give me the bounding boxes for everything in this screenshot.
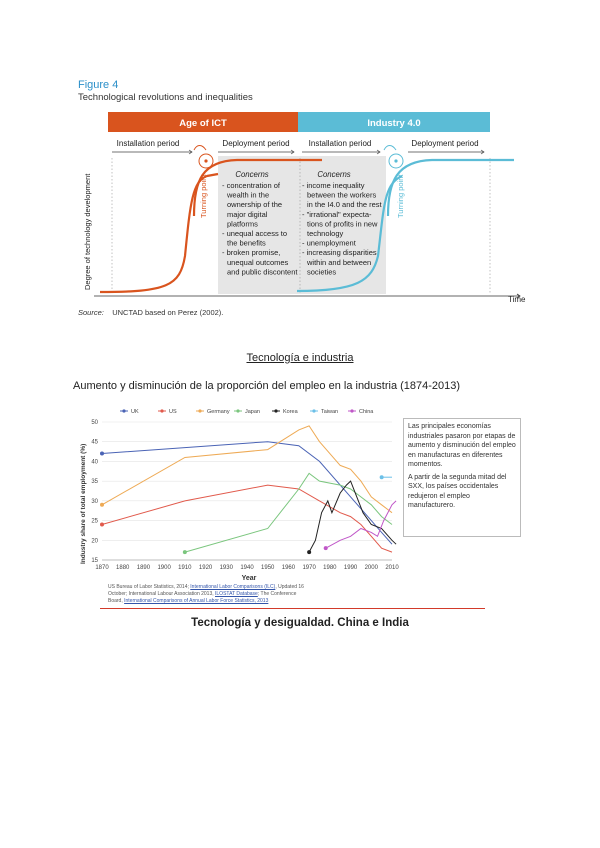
x-axis-label: Time — [508, 295, 526, 304]
legend-dot-japan — [236, 409, 239, 412]
series-start-point-korea — [307, 550, 311, 554]
series-start-point-us — [100, 523, 104, 527]
y-tick-label: 40 — [91, 459, 98, 466]
legend-dot-taiwan — [312, 409, 315, 412]
x-tick-label: 1900 — [157, 565, 171, 571]
legend-dot-germany — [198, 409, 201, 412]
series-start-point-taiwan — [380, 475, 384, 479]
series-line-korea — [309, 481, 396, 552]
svg-text:- broken promise,: - broken promise, — [222, 248, 281, 258]
legend-label-taiwan: Taiwan — [321, 409, 339, 415]
source-text: UNCTAD based on Perez (2002). — [112, 308, 224, 317]
svg-text:- unemployment: - unemployment — [302, 238, 356, 248]
figure-subtitle: Technological revolutions and inequalities — [78, 92, 253, 103]
x-tick-label: 1960 — [281, 565, 296, 571]
svg-text:ownership of the: ownership of the — [227, 200, 283, 210]
concerns-right-heading: Concerns — [317, 170, 351, 179]
employment-line-chart — [72, 404, 402, 584]
band-industry-label: Industry 4.0 — [367, 118, 421, 129]
svg-text:the benefits: the benefits — [227, 238, 266, 248]
x-tick-label: 1920 — [198, 565, 213, 571]
svg-text:- "irrational" expecta-: - "irrational" expecta- — [302, 209, 372, 219]
x-tick-label: 1910 — [178, 565, 192, 571]
series-start-point-germany — [100, 503, 104, 507]
svg-text:and public discontent: and public discontent — [227, 267, 298, 277]
svg-text:tions of profits in new: tions of profits in new — [307, 219, 378, 229]
chart-x-axis-label: Year — [241, 575, 257, 582]
y-tick-label: 50 — [91, 420, 98, 426]
y-tick-label: 30 — [91, 498, 98, 505]
figure-label: Figure 4 — [78, 79, 119, 91]
svg-text:platforms: platforms — [227, 219, 258, 229]
series-start-point-uk — [100, 452, 104, 456]
x-tick-label: 1990 — [343, 565, 358, 571]
chart-series — [100, 426, 396, 554]
x-tick-label: 1930 — [219, 565, 233, 571]
concerns-left-heading: Concerns — [235, 170, 269, 179]
y-tick-label: 25 — [91, 518, 98, 525]
next-section-title: Tecnología y desigualdad. China e India — [191, 617, 409, 629]
turning-point-label-ict: Turning point — [199, 174, 208, 218]
svg-text:- income inequality: - income inequality — [302, 181, 365, 190]
legend-label-japan: Japan — [245, 409, 260, 415]
period-arrows — [112, 150, 484, 154]
technology-revolutions-diagram — [72, 106, 532, 306]
x-tick-label: 2000 — [364, 565, 378, 571]
x-tick-label: 1880 — [116, 565, 130, 571]
svg-text:- concentration of: - concentration of — [222, 181, 280, 190]
y-tick-label: 35 — [91, 479, 98, 486]
svg-text:in the I4.0 and the rest: in the I4.0 and the rest — [307, 200, 382, 210]
x-tick-label: 1980 — [323, 565, 337, 571]
y-axis-label: Degree of technology development — [83, 173, 92, 290]
industry-curve-deployment — [388, 160, 514, 216]
period-label-1: Installation period — [116, 139, 180, 148]
svg-text:unequal outcomes: unequal outcomes — [227, 257, 289, 267]
svg-text:wealth in the: wealth in the — [227, 190, 270, 200]
svg-text:major digital: major digital — [227, 209, 268, 219]
y-tick-label: 45 — [91, 439, 98, 446]
series-line-germany — [102, 426, 392, 513]
svg-text:- increasing disparities: - increasing disparities — [302, 248, 377, 258]
legend-label-korea: Korea — [283, 409, 298, 415]
legend-label-uk: UK — [131, 409, 139, 415]
chart-title: Aumento y disminución de la proporción del empleo en la industria (1874-2013) — [73, 380, 461, 392]
series-line-uk — [102, 442, 392, 545]
legend-label-us: US — [169, 409, 177, 415]
svg-text:technology: technology — [307, 229, 344, 238]
legend-dot-us — [160, 409, 163, 412]
divider-rule — [100, 608, 485, 609]
y-tick-label: 20 — [91, 538, 98, 545]
period-label-3: Installation period — [308, 139, 372, 148]
x-tick-label: 2010 — [385, 565, 399, 571]
legend-label-germany: Germany — [207, 409, 230, 415]
period-label-2: Deployment period — [222, 139, 290, 148]
svg-text:between the workers: between the workers — [307, 190, 377, 200]
chart-note-paragraph-2: A partir de la segunda mitad del SXX, los países occidentales redujeron el empleo manufacturero. — [408, 473, 507, 509]
turning-point-dot-ict — [204, 159, 207, 162]
legend-dot-china — [350, 409, 353, 412]
x-tick-label: 1940 — [240, 565, 254, 571]
turning-point-label-industry: Turning point — [396, 174, 405, 218]
x-tick-label: 1970 — [302, 565, 316, 571]
legend-dot-uk — [122, 409, 125, 412]
legend-dot-korea — [274, 409, 277, 412]
chart-y-axis-label: Industry share of total employment (%) — [80, 443, 87, 564]
chart-note-box — [403, 418, 521, 537]
section-title: Tecnología e industria — [246, 352, 354, 364]
period-label-4: Deployment period — [411, 139, 479, 148]
ict-arrow-arc — [194, 146, 206, 151]
series-start-point-japan — [183, 550, 187, 554]
svg-text:within and between: within and between — [307, 257, 372, 267]
industry-arrow-arc — [384, 146, 396, 151]
svg-text:- unequal access to: - unequal access to — [222, 229, 288, 238]
chart-legend — [120, 409, 374, 415]
x-tick-label: 1870 — [95, 565, 109, 571]
source-label: Source: — [78, 308, 104, 317]
x-tick-label: 1950 — [261, 565, 275, 571]
legend-label-china: China — [359, 409, 374, 415]
turning-point-dot-industry — [394, 159, 397, 162]
x-tick-label: 1890 — [136, 565, 151, 571]
figure-source — [78, 308, 223, 317]
chart-ticks — [91, 420, 399, 571]
series-start-point-china — [324, 546, 328, 550]
band-ict-label: Age of ICT — [179, 118, 227, 129]
chart-note-paragraph-1: Las principales economías industriales pasaron por etapas de aumento y disminución del empleo en manufacturas en diferentes momentos. — [408, 423, 516, 468]
chart-references: US Bureau of Labor Statistics, 2014; International Labor Comparisons (ILC), Updated 16 October; International Labour Association 2013, ILOSTAT Database; The Conference Board, International Comparisons of Annual Labor Force Statistics, 2013 — [108, 584, 304, 604]
y-tick-label: 15 — [91, 558, 98, 564]
svg-text:societies: societies — [307, 267, 337, 277]
